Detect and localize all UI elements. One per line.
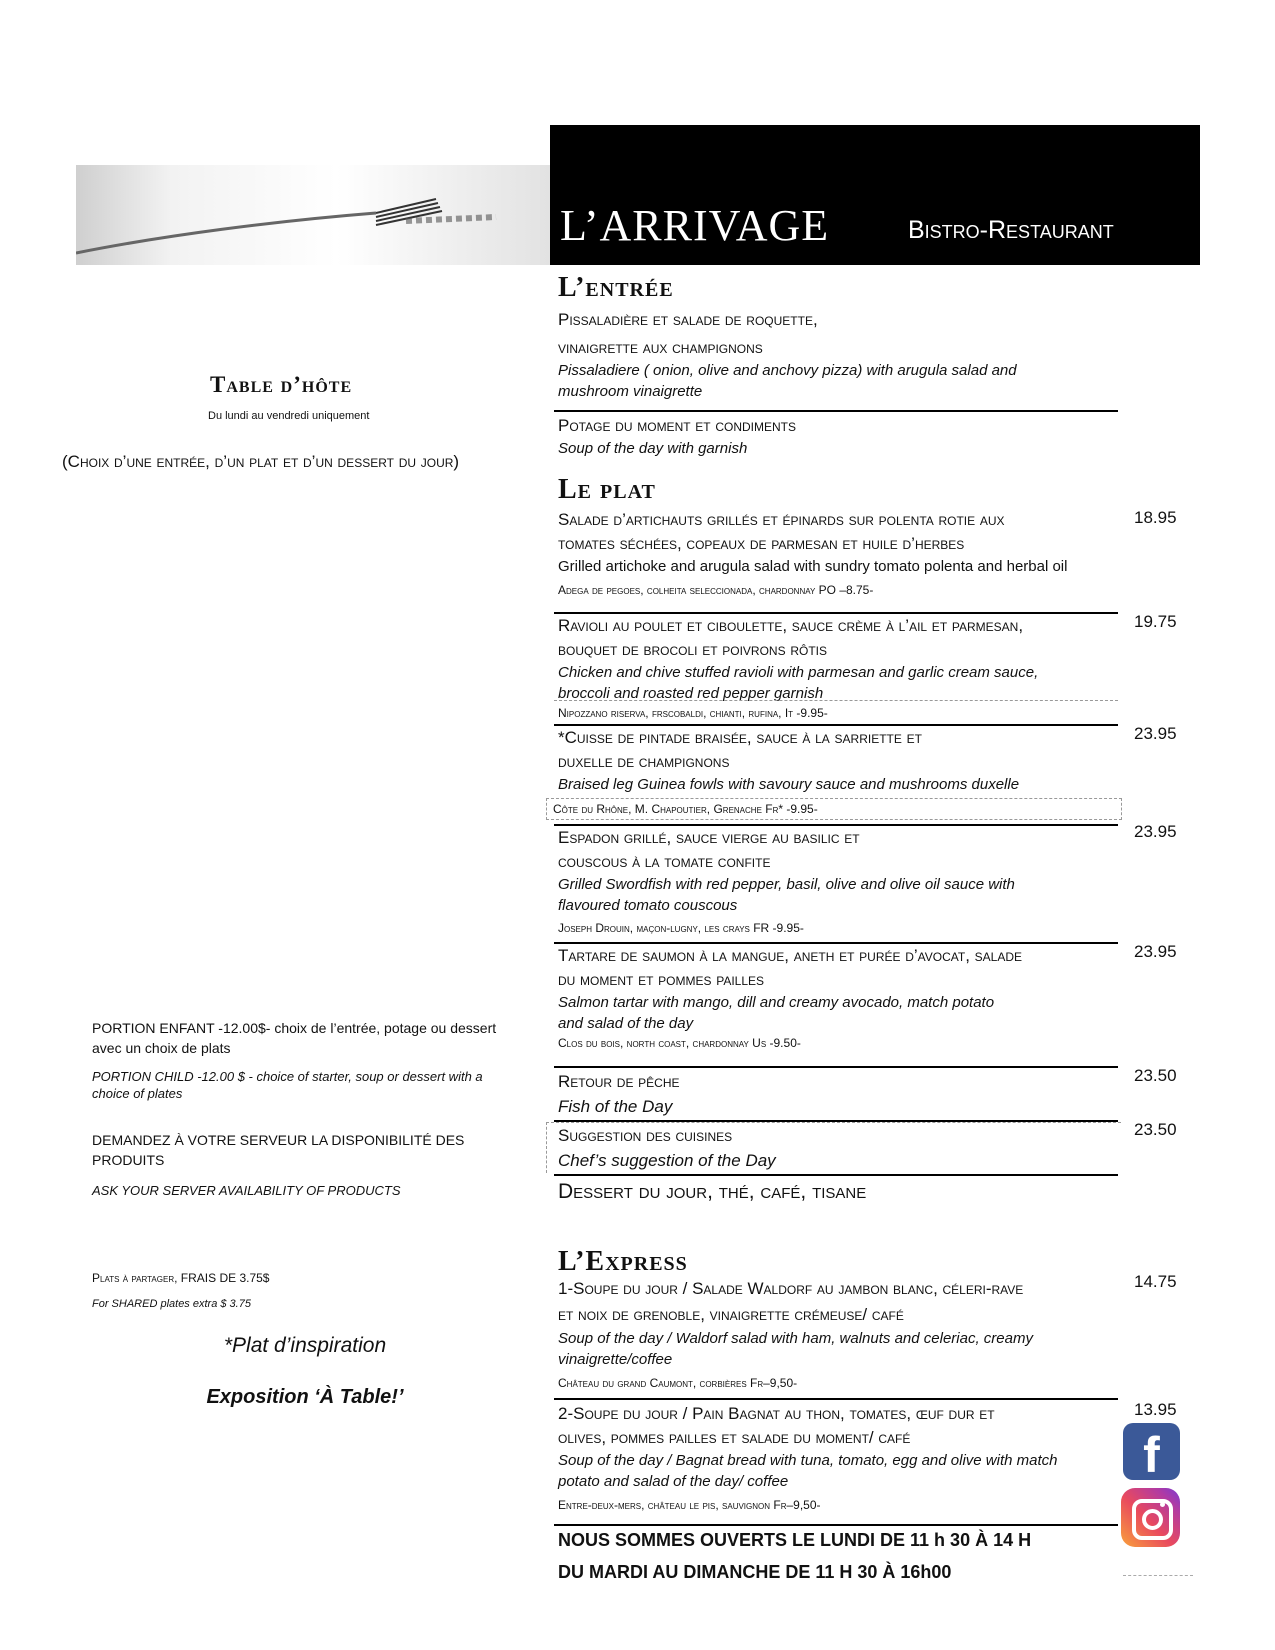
- item-name-fr: tomates séchées, copeaux de parmesan et huile d’herbes: [558, 534, 965, 553]
- item-price: 14.75: [1134, 1272, 1177, 1291]
- facebook-icon[interactable]: [1123, 1423, 1180, 1480]
- dashed-divider: [1123, 1575, 1193, 1576]
- item-name-fr: du moment et pommes pailles: [558, 970, 765, 989]
- wine-pairing: Clos du bois, north coast, chardonnay Us -9.50-: [558, 1036, 801, 1050]
- divider: [554, 1174, 1118, 1176]
- kids-portion-en: PORTION CHILD -12.00 $ - choice of starter, soup or dessert with a choice of plates: [92, 1069, 483, 1101]
- item-price: 23.50: [1134, 1066, 1177, 1085]
- menu-item: [554, 614, 1118, 722]
- item-name-en: and salad of the day: [558, 1015, 694, 1032]
- instagram-lens: [1142, 1509, 1163, 1530]
- fork-illustration: [76, 165, 550, 265]
- item-name-fr: et noix de grenoble, vinaigrette crémeuse/ café: [558, 1305, 904, 1324]
- wine-pairing: Nipozzano riserva, frscobaldi, chianti, rufina, It -9.95-: [558, 706, 828, 720]
- item-name-fr: Salade d’artichauts grillés et épinards sur polenta rotie aux: [558, 510, 1005, 529]
- wine-pairing: Entre-deux-mers, château le pis, sauvignon Fr–9,50-: [558, 1498, 821, 1512]
- item-name-en: Pissaladiere ( onion, olive and anchovy pizza) with arugula salad and: [558, 362, 1017, 379]
- facebook-glyph: f: [1143, 1427, 1160, 1480]
- menu-item: [554, 1124, 1118, 1174]
- instagram-dot: [1160, 1502, 1165, 1507]
- item-name-en: Chef’s suggestion of the Day: [558, 1151, 776, 1170]
- item-name-fr: vinaigrette aux champignons: [558, 338, 763, 357]
- item-name-en: Soup of the day / Waldorf salad with ham, walnuts and celeriac, creamy: [558, 1330, 1033, 1347]
- item-name-fr: Espadon grillé, sauce vierge au basilic et: [558, 828, 860, 847]
- kids-portion-fr: PORTION ENFANT -12.00$- choix de l’entrée, potage ou dessert avec un choix de plats: [92, 1020, 497, 1056]
- item-name-fr: *Cuisse de pintade braisée, sauce à la sarriette et: [558, 728, 922, 747]
- divider: [554, 1066, 1118, 1068]
- item-name-en: Soup of the day with garnish: [558, 440, 748, 457]
- table-dhote-title: Table d’hôte: [210, 372, 353, 397]
- divider: [554, 410, 1118, 412]
- item-name-en: Grilled Swordfish with red pepper, basil, olive and olive oil sauce with: [558, 876, 1015, 893]
- section-plat-heading: Le plat: [558, 474, 656, 505]
- item-name-en: potato and salad of the day/ coffee: [558, 1473, 789, 1490]
- item-name-en: Soup of the day / Bagnat bread with tuna, tomato, egg and olive with match: [558, 1452, 1058, 1469]
- item-name-en: Fish of the Day: [558, 1097, 673, 1116]
- item-name-fr: duxelle de champignons: [558, 752, 730, 771]
- sharing-fee-en: For SHARED plates extra $ 3.75: [92, 1298, 251, 1310]
- item-price: 23.95: [1134, 942, 1177, 961]
- wine-pairing: Château du grand Caumont, corbières Fr–9,50-: [558, 1376, 798, 1390]
- item-price: 23.95: [1134, 822, 1177, 841]
- menu-item: [554, 1070, 1118, 1120]
- item-name-en: Braised leg Guinea fowls with savoury sauce and mushrooms duxelle: [558, 776, 1020, 793]
- table-dhote-days: Du lundi au vendredi uniquement: [208, 410, 370, 422]
- item-name-en: broccoli and roasted red pepper garnish: [558, 685, 824, 702]
- wine-pairing: Côte du Rhône, M. Chapoutier, Grenache Fr* -9.95-: [553, 802, 818, 816]
- item-name-fr: olives, pommes pailles et salade du moment/ café: [558, 1428, 911, 1447]
- wine-pairing: Joseph Drouin, maçon-lugny, les crays FR -9.95-: [558, 921, 804, 935]
- item-name-fr: Ravioli au poulet et ciboulette, sauce crème à l’ail et parmesan,: [558, 616, 1024, 635]
- availability-fr: DEMANDEZ À VOTRE SERVEUR LA DISPONIBILITÉ DES PRODUITS: [92, 1132, 465, 1168]
- dessert-line: Dessert du jour, thé, café, tisane: [558, 1180, 867, 1203]
- item-price: 23.50: [1134, 1120, 1177, 1139]
- item-name-en: mushroom vinaigrette: [558, 383, 703, 400]
- divider: [554, 1398, 1118, 1400]
- divider: [554, 1524, 1118, 1526]
- brand-subtitle: Bistro-Restaurant: [908, 216, 1114, 244]
- availability-en: ASK YOUR SERVER AVAILABILITY OF PRODUCTS: [92, 1183, 401, 1198]
- item-name-fr: 2-Soupe du jour / Pain Bagnat au thon, tomates, œuf dur et: [558, 1404, 995, 1423]
- hours-tuesday-sunday: DU MARDI AU DIMANCHE DE 11 H 30 À 16h00: [558, 1562, 952, 1582]
- item-price: 19.75: [1134, 612, 1177, 631]
- item-name-fr: 1-Soupe du jour / Salade Waldorf au jambon blanc, céleri-rave: [558, 1279, 1024, 1298]
- item-name-fr: bouquet de brocoli et poivrons rôtis: [558, 640, 827, 659]
- menu-item: [554, 508, 1118, 599]
- item-name-en: flavoured tomato couscous: [558, 897, 738, 914]
- instagram-icon[interactable]: [1121, 1488, 1180, 1547]
- header-photo: [76, 165, 550, 265]
- item-name-fr: Pissaladière et salade de roquette,: [558, 310, 818, 329]
- wine-box: [546, 798, 1122, 820]
- dashed-divider: [554, 700, 1118, 701]
- item-name-en: Salmon tartar with mango, dill and creamy avocado, match potato: [558, 994, 995, 1011]
- menu-item: [554, 826, 1118, 937]
- item-price: 13.95: [1134, 1400, 1177, 1419]
- menu-item: [554, 1276, 1118, 1392]
- menu-item: [554, 1402, 1118, 1514]
- item-name-en: vinaigrette/coffee: [558, 1351, 673, 1368]
- item-name-fr: couscous à la tomate confite: [558, 852, 771, 871]
- hours-monday: NOUS SOMMES OUVERTS LE LUNDI DE 11 h 30 À 14 H: [558, 1530, 1032, 1550]
- section-express-heading: L’Express: [558, 1246, 688, 1277]
- item-name-fr: Retour de pêche: [558, 1072, 680, 1091]
- sharing-fee-fr: Plats à partager, FRAIS DE 3.75$: [92, 1271, 270, 1285]
- item-price: 23.95: [1134, 724, 1177, 743]
- section-entree-heading: L’entrée: [558, 272, 674, 303]
- wine-pairing: Adega de pegoes, colheita seleccionada, chardonnay PO –8.75-: [558, 583, 874, 597]
- item-name-fr: Potage du moment et condiments: [558, 416, 797, 435]
- item-name-en: Chicken and chive stuffed ravioli with parmesan and garlic cream sauce,: [558, 664, 1039, 681]
- item-name-fr: Tartare de saumon à la mangue, aneth et purée d’avocat, salade: [558, 946, 1023, 965]
- item-price: 18.95: [1134, 508, 1177, 527]
- menu-item: [554, 726, 1118, 795]
- exposition-note: Exposition ‘À Table!’: [206, 1386, 404, 1408]
- menu-item: [554, 308, 1118, 402]
- menu-item: [554, 944, 1118, 1052]
- table-dhote-choice: (Choix d’une entrée, d’un plat et d’un dessert du jour): [62, 452, 460, 471]
- item-name-en: Grilled artichoke and arugula salad with sundry tomato polenta and herbal oil: [558, 558, 1068, 575]
- item-name-fr: Suggestion des cuisines: [558, 1126, 733, 1145]
- menu-item: [554, 414, 1118, 459]
- brand-name: L’ARRIVAGE: [560, 201, 830, 250]
- inspiration-note: *Plat d’inspiration: [223, 1334, 387, 1357]
